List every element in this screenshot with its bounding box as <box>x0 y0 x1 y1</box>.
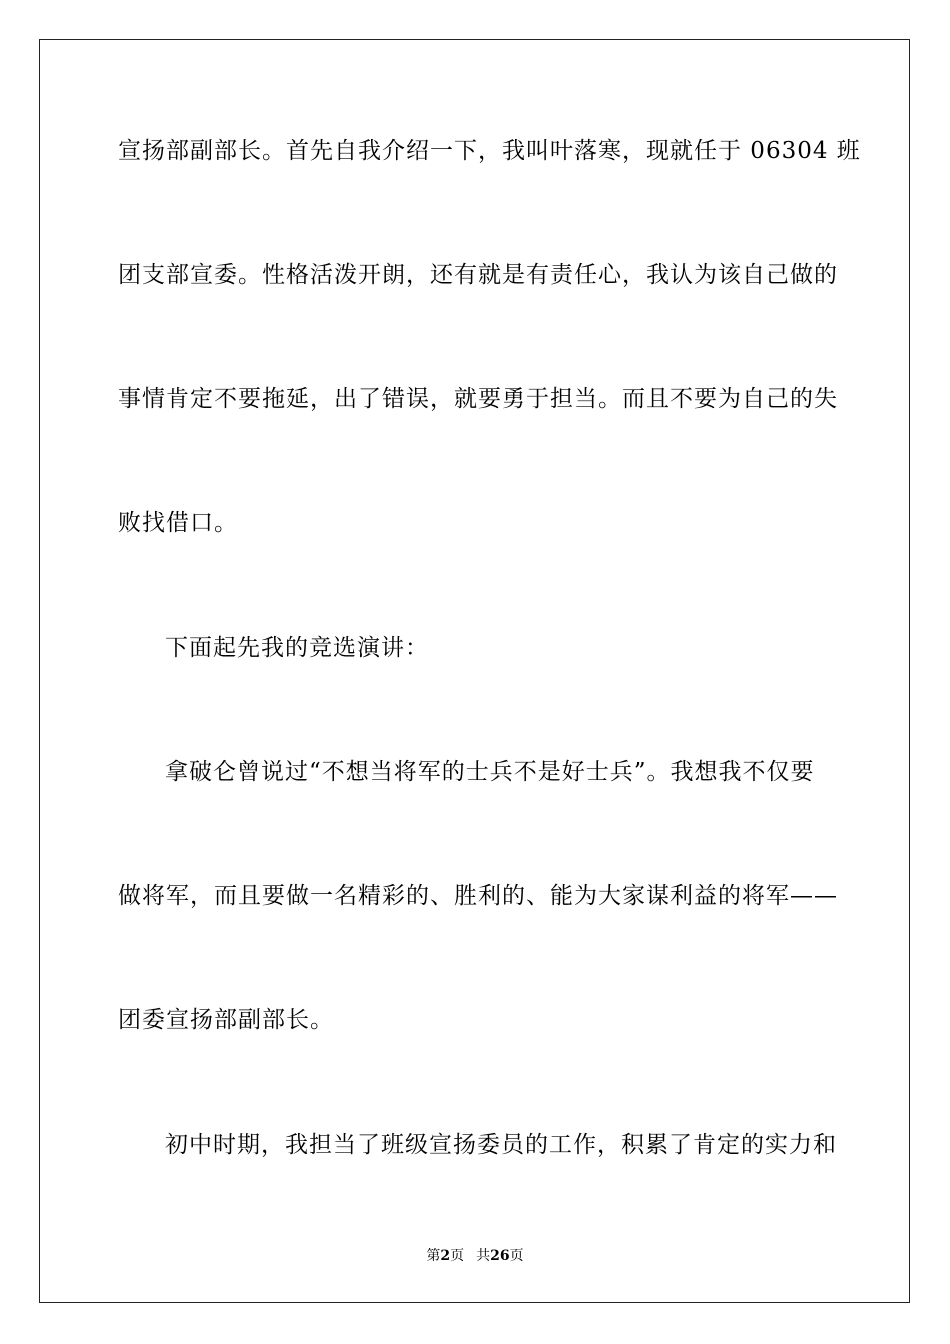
page-footer <box>0 1247 950 1265</box>
total-suffix: 页 <box>509 1248 524 1264</box>
paragraph-2-line-1: 下面起先我的竞选演讲： <box>165 635 429 661</box>
paragraph-1-line-1: 宣扬部副部长。首先自我介绍一下，我叫叶落寒，现就任于 06304 班 <box>118 138 861 164</box>
page-number: 2 <box>440 1248 451 1264</box>
paragraph-3-line-2: 做将军，而且要做一名精彩的、胜利的、能为大家谋利益的将军—— <box>118 883 838 909</box>
total-pages: 26 <box>490 1248 510 1264</box>
page-prefix: 第 <box>426 1248 441 1264</box>
paragraph-3-line-3: 团委宣扬部副部长。 <box>118 1007 334 1033</box>
paragraph-1-line-4: 败找借口。 <box>118 510 238 536</box>
paragraph-4-line-1: 初中时期，我担当了班级宣扬委员的工作，积累了肯定的实力和 <box>165 1132 837 1158</box>
page-suffix: 页 <box>450 1248 465 1264</box>
paragraph-1-line-2: 团支部宣委。性格活泼开朗，还有就是有责任心，我认为该自己做的 <box>118 262 838 288</box>
total-prefix: 共 <box>476 1248 491 1264</box>
paragraph-1-line-3: 事情肯定不要拖延，出了错误，就要勇于担当。而且不要为自己的失 <box>118 386 838 412</box>
paragraph-3-line-1: 拿破仑曾说过“不想当将军的士兵不是好士兵”。我想我不仅要 <box>165 759 815 785</box>
page-border <box>39 39 910 1303</box>
